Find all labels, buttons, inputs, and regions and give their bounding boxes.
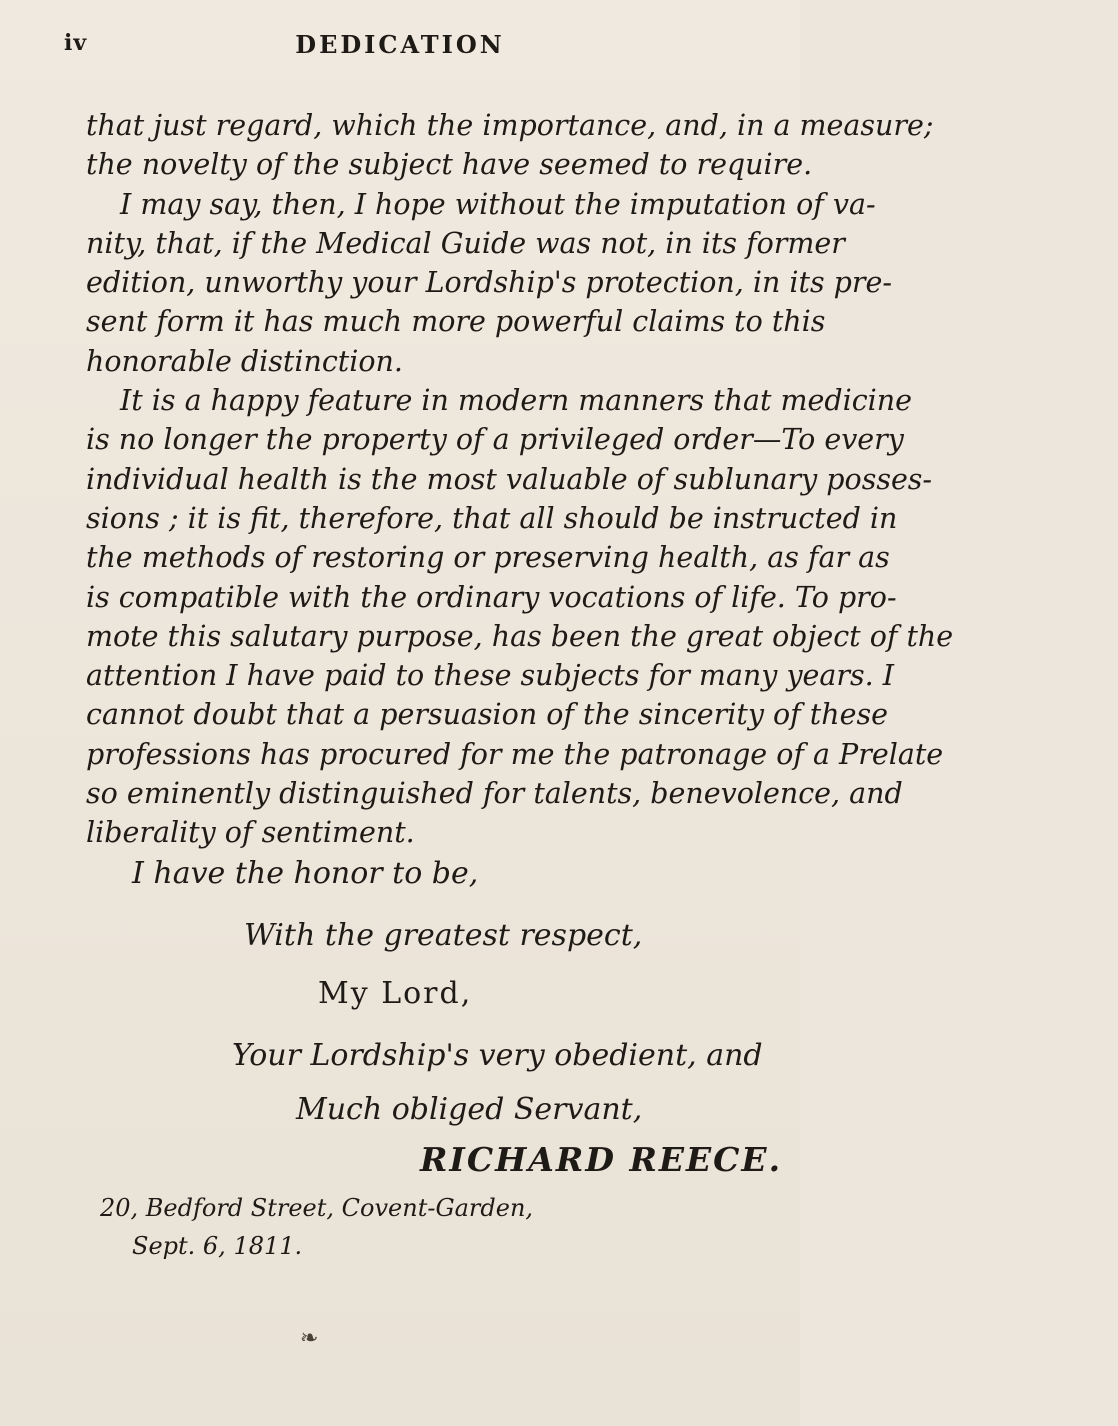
body-line: It is a happy feature in modern manners that medicine — [120, 384, 913, 418]
body-line: that just regard, which the importance, and, in a measure; — [86, 109, 934, 142]
body-line: sent form it has much more powerful claims to this — [86, 305, 826, 339]
salutation-my-lord: My Lord, — [318, 976, 473, 1011]
closing-servant-line: Much obliged Servant, — [296, 1092, 643, 1127]
body-line: nity, that, if the Medical Guide was not, in its former — [86, 226, 845, 260]
signature: RICHARD REECE. — [420, 1140, 783, 1179]
page-header — [0, 30, 800, 70]
page-number: iv — [64, 30, 88, 56]
ornament-icon: ❧ — [300, 1326, 319, 1351]
dedication-body — [86, 106, 954, 853]
body-line: sions ; it is fit, therefore, that all should be instructed in — [86, 501, 898, 535]
body-line: mote this salutary purpose, has been the great object of the — [86, 619, 954, 653]
body-line: professions has procured for me the patronage of a Prelate — [86, 737, 944, 771]
body-line: the methods of restoring or preserving health, as far as — [86, 541, 890, 575]
address-date: Sept. 6, 1811. — [132, 1232, 303, 1260]
closing-honor-line: I have the honor to be, — [132, 856, 479, 891]
body-line: individual health is the most valuable of sublunary posses- — [86, 462, 933, 496]
running-head: DEDICATION — [295, 30, 505, 59]
body-line: is compatible with the ordinary vocations of life. To pro- — [86, 580, 897, 614]
body-line: honorable distinction. — [86, 344, 403, 378]
body-line: is no longer the property of a privileged order—To every — [86, 423, 904, 457]
body-line: liberality of sentiment. — [86, 816, 415, 850]
body-line: attention I have paid to these subjects for many years. I — [86, 659, 895, 693]
closing-obedient-line: Your Lordship's very obedient, and — [232, 1038, 763, 1073]
body-line: I may say, then, I hope without the imputation of va- — [120, 187, 876, 221]
address-street: 20, Bedford Street, Covent-Garden, — [100, 1194, 534, 1222]
body-line: the novelty of the subject have seemed to require. — [86, 148, 813, 182]
body-line: cannot doubt that a persuasion of the sincerity of these — [86, 698, 888, 732]
closing-respect-line: With the greatest respect, — [244, 918, 643, 953]
body-line: so eminently distinguished for talents, benevolence, and — [86, 777, 903, 811]
body-line: edition, unworthy your Lordship's protection, in its pre- — [86, 266, 893, 300]
